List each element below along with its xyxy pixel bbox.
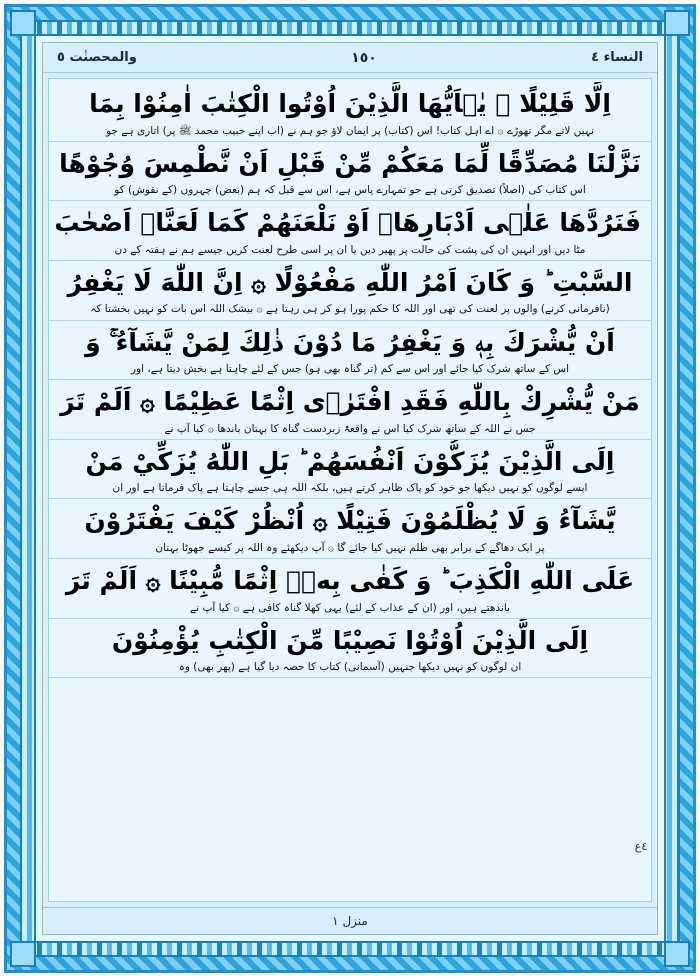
- urdu-translation: نہیں لاتے مگر تھوڑے ۞ اے اہل کتاب! اس (کتاب) پر ایمان لاؤ جو ہم نے (اب اپنے حبیب محمد ﷺ پر) اتاری ہے جو: [106, 124, 594, 137]
- verse-block: [49, 440, 651, 500]
- verse-list: [48, 78, 652, 902]
- urdu-translation: ان لوگوں کو نہیں دیکھا جنہیں (آسمانی) کتاب کا حصہ دیا گیا ہے (پھر بھی) وہ: [178, 661, 522, 674]
- verse-block: [49, 321, 651, 381]
- corner-ornament-top-right: [664, 10, 690, 36]
- page-header: [43, 43, 657, 73]
- urdu-translation: جس نے اللہ کے ساتھ شرک کیا اس نے واقعۃً زبردست گناہ کا بہتان باندھا ۞ کیا آپ نے: [164, 422, 536, 435]
- verse-block: [49, 619, 651, 679]
- verse-block: [49, 499, 651, 559]
- arabic-text: اِلَى الَّذِيْنَ اُوْتُوْا نَصِيْبًا مِّنَ الْكِتٰبِ يُؤْمِنُوْنَ: [111, 625, 589, 655]
- verse-block: [49, 82, 651, 142]
- urdu-translation: مٹا دیں اور انہیں ان کی پشت کی حالت پر پھیر دیں یا ان پر اسی طرح لعنت کریں جیسے ہم نے ہفتہ کے دن: [114, 243, 586, 256]
- arabic-text: اِلَّا قَلِيْلًا ۞ يٰۤاَيُّهَا الَّذِيْنَ اُوْتُوا الْكِتٰبَ اٰمِنُوْا بِمَا: [89, 89, 611, 118]
- urdu-translation: پر ایک دھاگے کے برابر بھی ظلم نہیں کیا جائے گا ۞ آپ دیکھئے وہ اللہ پر کیسے جھوٹا بہتان: [155, 541, 545, 554]
- arabic-text: يَّشَآءُ وَ لَا يُظْلَمُوْنَ فَتِيْلًا ۞ اُنْظُرْ كَيْفَ يَفْتَرُوْنَ: [84, 506, 616, 536]
- arabic-text: مَنْ يُّشْرِكْ بِاللّٰهِ فَقَدِ افْتَرٰۤى اِثْمًا عَظِيْمًا ۞ اَلَمْ تَرَ: [60, 387, 640, 417]
- page-content: [42, 42, 658, 935]
- urdu-translation: (نافرمانی کرنے) والوں پر لعنت کی تھی اور اللہ کا حکم پورا ہو کر ہی رہتا ہے ۞ بیشک اللہ اس بات کو نہیں بخشتا کہ: [90, 303, 610, 316]
- verse-block: [49, 201, 651, 261]
- verse-block: [49, 380, 651, 440]
- verse-block: [49, 261, 651, 321]
- arabic-text: السَّبْتِ ؕ وَ كَانَ اَمْرُ اللّٰهِ مَفْعُوْلًا ۞ اِنَّ اللّٰهَ لَا يَغْفِرُ: [67, 267, 633, 297]
- verse-block: [49, 559, 651, 619]
- corner-ornament-bottom-right: [664, 941, 690, 967]
- arabic-text: اِلَى الَّذِيْنَ يُزَكُّوْنَ اَنْفُسَهُمْ ؕ بَلِ اللّٰهُ يُزَكِّيْ مَنْ: [85, 446, 615, 476]
- verse-block: [49, 142, 651, 202]
- arabic-text: نَزَّلْنَا مُصَدِّقًا لِّمَا مَعَكُمْ مِّنْ قَبْلِ اَنْ نَّطْمِسَ وُجُوْهًا: [59, 148, 641, 178]
- urdu-translation: اس کتاب کی (اصلاً) تصدیق کرتی ہے جو تمہارے پاس ہے، اس سے قبل کہ ہم (بعض) چہروں (کے نقوش) کو: [114, 184, 586, 197]
- urdu-translation: اس کے ساتھ شرک کیا جائے اور اس سے کم (تر گناہ بھی ہو) جس کے لئے چاہتا ہے بخش دیتا ہے، اور: [130, 363, 570, 375]
- urdu-translation: ایسے لوگوں کو نہیں دیکھا جو خود کو پاک ظاہر کرتے ہیں، بلکہ اللہ ہی جسے چاہتا ہے پاک فرماتا ہے اور ان: [112, 482, 588, 495]
- arabic-text: فَنَرُدَّهَا عَلٰۤى اَدْبَارِهَاۤ اَوْ نَلْعَنَهُمْ كَمَا لَعَنَّاۤ اَصْحٰبَ: [54, 208, 641, 238]
- header-part-title: والمحصنٰت ٥: [57, 50, 137, 65]
- arabic-text: عَلَى اللّٰهِ الْكَذِبَ ؕ وَ كَفٰى بِهٖۤ اِثْمًا مُّبِيْنًا ۞ اَلَمْ تَرَ: [65, 566, 635, 595]
- corner-ornament-top-left: [10, 10, 36, 36]
- manzil-label: منزل ١: [332, 914, 368, 928]
- page-number: ١٥٠: [351, 49, 377, 66]
- corner-ornament-bottom-left: [10, 941, 36, 967]
- page-footer: [43, 907, 657, 934]
- arabic-text: اَنْ يُّشْرَكَ بِهٖ وَ يَغْفِرُ مَا دُوْنَ ذٰلِكَ لِمَنْ يَّشَآءُ ۚ وَ: [85, 327, 615, 357]
- urdu-translation: باندھتے ہیں، اور (ان کے عذاب کے لئے) یہی کھلا گناہ کافی ہے ۞ کیا آپ نے: [190, 601, 510, 614]
- header-surah-title: النساء ٤: [591, 50, 643, 65]
- ruku-marker: ٤ع: [634, 840, 648, 853]
